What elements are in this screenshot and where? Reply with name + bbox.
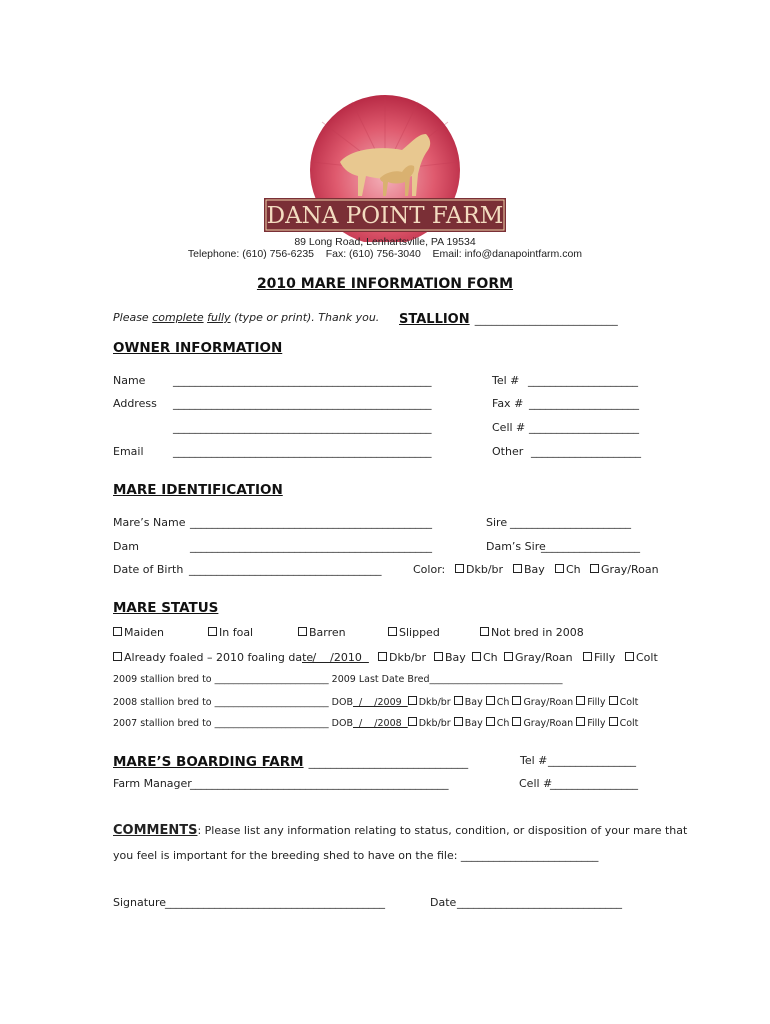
farm-manager-label: Farm Manager: [113, 777, 192, 790]
checkbox-icon[interactable]: [486, 717, 495, 726]
status-label: Slipped: [399, 626, 440, 639]
color-option-label: Gray/Roan: [601, 563, 659, 576]
status-slipped[interactable]: [388, 626, 440, 639]
owner-other-line[interactable]: ____________________: [531, 445, 641, 458]
status-label: Maiden: [124, 626, 165, 639]
boarding-line[interactable]: _____________________________: [308, 756, 469, 769]
checkbox-icon[interactable]: [472, 652, 481, 661]
foal-opt-ch[interactable]: [472, 651, 498, 664]
foal-opt-bay[interactable]: [434, 651, 466, 664]
checkbox-icon[interactable]: [555, 564, 564, 573]
row-2009[interactable]: 2009 stallion bred to ________________________ 2009 Last Date Bred____________________________: [113, 674, 563, 685]
checkbox-icon[interactable]: [513, 564, 522, 573]
boarding-cell-line[interactable]: ________________: [550, 777, 638, 790]
row-2007-date[interactable]: / /2008: [352, 718, 408, 729]
dob-line[interactable]: ___________________________________: [189, 563, 382, 576]
comments-line-2[interactable]: you feel is important for the breeding shed to have on the file: _________________________: [113, 849, 599, 862]
owner-address-label: Address: [113, 397, 157, 410]
foal-opt-label: Dkb/br: [389, 651, 427, 664]
row-2007-opt: Filly: [587, 718, 606, 729]
row-2008[interactable]: [113, 696, 638, 708]
color-option-label: Ch: [566, 563, 581, 576]
color-option-label: Dkb/br: [466, 563, 504, 576]
foal-opt-filly[interactable]: [583, 651, 615, 664]
farm-contact: Telephone: (610) 756-6235 Fax: (610) 756-3040 Email: info@danapointfarm.com: [187, 248, 583, 260]
checkbox-icon[interactable]: [455, 564, 464, 573]
sire-line[interactable]: ______________________: [510, 516, 631, 529]
color-label: Color:: [413, 563, 446, 576]
row-2007-opt: Gray/Roan: [523, 718, 574, 729]
owner-address-line-1[interactable]: _______________________________________________: [173, 397, 432, 410]
mare-status-heading: MARE STATUS: [113, 600, 219, 616]
color-option-dkbbr[interactable]: [455, 563, 503, 576]
checkbox-icon[interactable]: [378, 652, 387, 661]
stallion-label: STALLION: [399, 312, 470, 327]
foal-opt-colt[interactable]: [625, 651, 658, 664]
instr-rest: (type or print). Thank you.: [234, 311, 380, 324]
owner-cell-label: Cell #: [492, 421, 526, 434]
instructions: [113, 311, 379, 324]
form-title: 2010 MARE INFORMATION FORM: [256, 276, 514, 292]
checkbox-icon[interactable]: [408, 696, 417, 705]
signature-line[interactable]: ________________________________________: [165, 896, 385, 909]
checkbox-icon[interactable]: [298, 627, 307, 636]
checkbox-icon[interactable]: [113, 652, 122, 661]
checkbox-icon[interactable]: [388, 627, 397, 636]
owner-tel-line[interactable]: ____________________: [528, 374, 638, 387]
owner-email-line[interactable]: _______________________________________________: [173, 445, 432, 458]
status-not-bred[interactable]: [480, 626, 584, 639]
stallion-field[interactable]: [399, 308, 618, 327]
dob-label: Date of Birth: [113, 563, 184, 576]
dam-label: Dam: [113, 540, 139, 553]
row-2007-text: 2007 stallion bred to ________________________ DOB: [113, 718, 353, 729]
mares-name-label: Mare’s Name: [113, 516, 186, 529]
checkbox-icon[interactable]: [454, 696, 463, 705]
foal-opt-label: Ch: [483, 651, 498, 664]
stallion-line[interactable]: __________________________: [474, 313, 618, 326]
farm-logo: [262, 92, 508, 242]
checkbox-icon[interactable]: [583, 652, 592, 661]
mare-id-heading: MARE IDENTIFICATION: [113, 482, 283, 498]
dam-line[interactable]: ____________________________________________: [190, 540, 432, 553]
owner-cell-line[interactable]: ____________________: [529, 421, 639, 434]
foal-opt-grayroan[interactable]: [504, 651, 573, 664]
status-maiden[interactable]: [113, 626, 164, 639]
checkbox-icon[interactable]: [408, 717, 417, 726]
sire-label: Sire: [486, 516, 508, 529]
color-option-grayroan[interactable]: [590, 563, 659, 576]
row-2008-opt: Colt: [619, 697, 639, 708]
row-2008-opt: Dkb/br: [418, 697, 451, 708]
checkbox-icon[interactable]: [576, 696, 585, 705]
logo-text: DANA POINT FARM: [266, 203, 504, 229]
foal-opt-label: Gray/Roan: [515, 651, 573, 664]
row-2007-opt: Bay: [464, 718, 483, 729]
boarding-tel-line[interactable]: ________________: [548, 754, 636, 767]
comments-line-1: [113, 823, 687, 838]
row-2008-opt: Bay: [464, 697, 483, 708]
checkbox-icon[interactable]: [625, 652, 634, 661]
signature-label: Signature: [113, 896, 167, 909]
checkbox-icon[interactable]: [512, 717, 521, 726]
row-2008-opt: Filly: [587, 697, 606, 708]
checkbox-icon[interactable]: [512, 696, 521, 705]
date-label: Date: [430, 896, 457, 909]
owner-other-label: Other: [492, 445, 524, 458]
date-line[interactable]: ______________________________: [457, 896, 622, 909]
checkbox-icon[interactable]: [609, 696, 618, 705]
checkbox-icon[interactable]: [486, 696, 495, 705]
foal-opt-label: Colt: [636, 651, 658, 664]
checkbox-icon[interactable]: [454, 717, 463, 726]
foaled-label: Already foaled – 2010 foaling date: [124, 651, 314, 664]
status-in-foal[interactable]: [208, 626, 253, 639]
mares-name-line[interactable]: ____________________________________________: [190, 516, 432, 529]
checkbox-icon[interactable]: [480, 627, 489, 636]
owner-fax-label: Fax #: [492, 397, 524, 410]
row-2007-opt: Ch: [496, 718, 510, 729]
owner-tel-label: Tel #: [492, 374, 520, 387]
owner-email-label: Email: [113, 445, 144, 458]
row-2008-date[interactable]: / /2009: [352, 697, 408, 708]
status-barren[interactable]: [298, 626, 346, 639]
boarding-cell-label: Cell #: [519, 777, 553, 790]
row-2008-opt: Gray/Roan: [523, 697, 574, 708]
checkbox-icon[interactable]: [590, 564, 599, 573]
row-2007-opt: Dkb/br: [418, 718, 451, 729]
color-option-bay[interactable]: [513, 563, 545, 576]
checkbox-icon[interactable]: [208, 627, 217, 636]
boarding-farm-field[interactable]: [113, 751, 468, 770]
comments-heading: COMMENTS: [113, 823, 198, 838]
status-label: In foal: [219, 626, 254, 639]
farm-address: 89 Long Road, Lenhartsville, PA 19534: [294, 236, 476, 248]
checkbox-icon[interactable]: [504, 652, 513, 661]
foal-opt-label: Filly: [594, 651, 616, 664]
instr-complete: complete: [152, 311, 204, 324]
row-2007-opt: Colt: [619, 718, 639, 729]
owner-address-line-2[interactable]: _______________________________________________: [173, 421, 432, 434]
color-option-ch[interactable]: [555, 563, 581, 576]
status-label: Not bred in 2008: [491, 626, 584, 639]
status-already-foaled[interactable]: [113, 651, 313, 664]
owner-name-label: Name: [113, 374, 146, 387]
owner-fax-line[interactable]: ____________________: [529, 397, 639, 410]
checkbox-icon[interactable]: [434, 652, 443, 661]
owner-name-line[interactable]: _______________________________________________: [173, 374, 432, 387]
foal-opt-dkbbr[interactable]: [378, 651, 426, 664]
checkbox-icon[interactable]: [609, 717, 618, 726]
instr-fully: fully: [207, 311, 231, 324]
comments-text-1: : Please list any information relating to status, condition, or disposition of your mare that: [197, 824, 688, 837]
boarding-heading: MARE’S BOARDING FARM: [113, 754, 304, 770]
row-2007[interactable]: [113, 717, 638, 729]
row-2008-opt: Ch: [496, 697, 510, 708]
dams-sire-line[interactable]: __________________: [541, 540, 640, 553]
status-label: Barren: [309, 626, 346, 639]
foaling-date-field[interactable]: / /2010: [302, 651, 369, 664]
checkbox-icon[interactable]: [576, 717, 585, 726]
owner-heading: OWNER INFORMATION: [113, 340, 283, 356]
color-option-label: Bay: [524, 563, 545, 576]
row-2008-text: 2008 stallion bred to ________________________ DOB: [113, 697, 353, 708]
boarding-tel-label: Tel #: [520, 754, 548, 767]
checkbox-icon[interactable]: [113, 627, 122, 636]
instr-please: Please: [113, 311, 149, 324]
farm-manager-line[interactable]: _______________________________________________: [190, 777, 449, 790]
foal-opt-label: Bay: [445, 651, 466, 664]
dams-sire-label: Dam’s Sire: [486, 540, 546, 553]
